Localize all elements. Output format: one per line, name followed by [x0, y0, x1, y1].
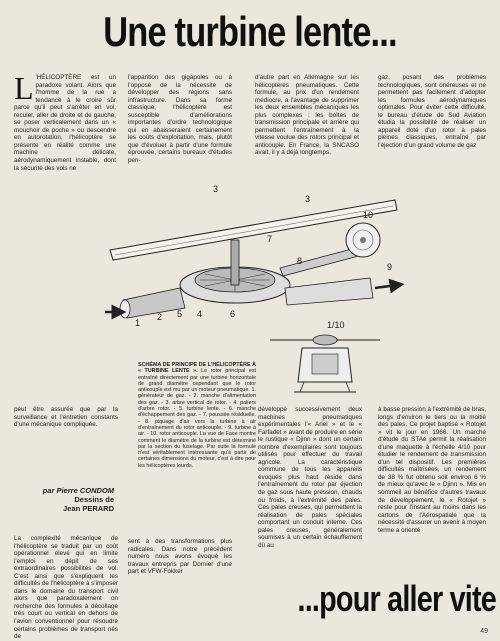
column-text: développé successivement deux machines pneumatiques expérimentales l'« Ariel » et le « Farfadet » avant de produire en série le rustique « Djinn » dont un certain nombre d'exemplaires sont toujours utilisés pour effectuer du travail agricole. La caractéristique commune de tous les appareils évoqués plus haut réside dans l'entraînement du rotor par éjection de gaz sous haute pression, chauds ou froids, à l'extrémité des pales. Ces pales creuses, qui permettent la réalisation de pales spéciales comportant un conduit interne. Ces pales creuses, généralement soumises à un certain échauffement dû au [258, 406, 362, 549]
author-name: par Pierre CONDOM [42, 486, 114, 495]
exhaust-arrow [375, 285, 397, 288]
diagram-label-10: 10 [363, 210, 374, 220]
diagram-scale-label: 1/10 [327, 320, 345, 330]
diagram-label-4: 4 [197, 309, 203, 319]
diagram-caption [138, 362, 256, 469]
article-column-2-top [128, 74, 232, 194]
column-text: l'apparition des gigapoles ou à l'opposé de la nécessité de développer des régions sans infrastructure. Dans sa forme classique, l'hélicoptère est susceptible d'améliorations importantes d'ordre technologique qui en abaisseraient certainement les coûts d'exploitation, mais, plutôt que d'évoluer à partir d'une formule éprouvée, certains bureaux d'études pen- [128, 74, 232, 165]
diagram-label-5: 5 [177, 309, 183, 319]
article-column-1-middle [14, 406, 118, 446]
column-text: peut être assurée que par la surveillance et l'entretien constants d'une mécanique compliquée. [14, 406, 118, 429]
article-column-3-bottom [258, 406, 362, 578]
caption-body: Le rotor principal est entraîné directement par une turbine horizontale de grand diamètre cependant que le rotor anticouple est mu par un moteur pneumatique. 1. générateur de gaz. - 2. manche d'alimentation des gaz. - 3. arbre vertical de rotor. - 4. paliers d'arbre rotor. - 5. turbine lente. - 6. manche d'échappement des gaz. - 7. poussée résiduelle. - 8. piquage d'air vers la turbine à air d'entraînement du rotor anticouple. - 9. turbine à air. - 10. rotor anticouple. La vue de Face montre comment le diamètre de la turbine est déterminé par la section du fuselage. Par suite la formule n'est véritablement intéressante qu'à partir de certaines dimensions du moteur, c'est à dire pour les hélicoptères lourds. [138, 368, 257, 469]
column-text: 'HÉLICOPTÈRE est un paradoxe volant. Alors que l'homme de la rue a tendance à le croire sûr parce qu'il peut s'arrêter en vol, reculer, aller de droite et de gauche, se poser verticalement dans un « mouchoir de poche » ou descendre en autorotation, l'hélicoptère se présente en réalité comme une machine délicate, aérodynamiquement instable, dont la sécurité des vols ne [14, 74, 116, 172]
rotor-shaft [231, 240, 239, 285]
drop-cap: L [14, 70, 34, 106]
diagram-label-7: 7 [267, 234, 273, 244]
diagram-label-2: 2 [157, 312, 163, 322]
article-column-2-bottom [128, 538, 232, 602]
drawings-label: Dessins de [74, 495, 114, 504]
illustrator-name: Jean PERARD [63, 504, 114, 513]
article-column-1-top [14, 70, 116, 224]
diagram-label-1: 1 [135, 318, 141, 328]
article-column-4-bottom [378, 406, 486, 578]
column-text: d'autre part en Allemagne sur les hélicoptères pneumatiques. Cette formule, au prix d'un rendement médiocre, a l'avantage de supprimer les deux ensembles mécaniques les plus complexes : les boîtes de transmission principale et arrière qui permettent l'entraînement à la vitesse voulue des rotors principal et anticouple. En France, la SNCASO avait, il y a déjà longtemps, [255, 74, 359, 157]
diagram-label-9: 9 [387, 262, 393, 272]
article-column-3-top [255, 74, 359, 194]
caption-title: SCHÉMA DE PRINCIPE DE L'HÉLICOPTÈRE À « TURBINE LENTE ». [138, 362, 256, 375]
front-view [270, 335, 380, 392]
anti-torque-rotor [346, 223, 380, 257]
article-column-1-bottom [14, 535, 118, 641]
page-number: 49 [480, 628, 488, 635]
diagram-label-6: 6 [230, 309, 236, 319]
bottom-title: ...pour aller vite [297, 578, 496, 619]
column-text: à basse pression à l'extrémité de bras, longs d'environ le tiers ou la moitié des pales. Ce projet baptisé « Rotojet » vit le jour en 1966. Un marché d'étude du STAé permit la réalisation d'une maquette à l'échelle 4/10 pour étudier le rendement de transmission d'un tel dispositif. Les premières difficultés maîtrisées, un rendement de 38 % fut obtenu soit environ 6 % de mieux qu'avec le « Djinn ». Mis en sommeil au bénéfice d'autres travaux de développement, le « Rotojet » reste pour l'instant au moins dans les cartons de l'Aérospatiale que la nécessité d'assurer un avenir à moyen terme a orienté [378, 406, 486, 534]
column-text: sent à des transformations plus radicales. Dans notre précédent numéro nous avons évoqué les travaux entrepris par Dornier d'une part et VFW-Fokker [128, 538, 232, 576]
column-text: gaz, posant des problèmes technologiques, sont onéreuses et ne permettent pas facilement d'adopter les formules aérodynamiques optimales. Pour éviter cette difficulté, le bureau d'étude de Sud Aviation étudia la possibilité de réaliser un appareil doté d'un rotor à pales pleines classiques, entraîné par l'éjection d'un grand volume de gaz [378, 74, 486, 149]
exhaust-duct [285, 278, 373, 305]
page-title: Une turbine lente... [103, 8, 397, 55]
diagram-label-3b: 3 [305, 194, 311, 204]
column-text: La complexité mécanique de l'hélicoptère se traduit par un coût opérationnel élevé qui en limite l'emploi en dépit de ses extraordinaires possibilités de vol. C'est ainsi que s'expliquent les difficultés de l'hélicoptère à s'imposer dans le domaine du transport civil alors que paradoxalement on recherche des formules à décollage très court ou vertical en dehors de l'avion conventionnel pour résoudre certains problèmes de transport nés de [14, 535, 118, 641]
diagram-label-8: 8 [297, 256, 303, 266]
diagram-label-3: 3 [213, 184, 219, 194]
author-credit [28, 486, 114, 513]
gas-generator [123, 288, 185, 318]
